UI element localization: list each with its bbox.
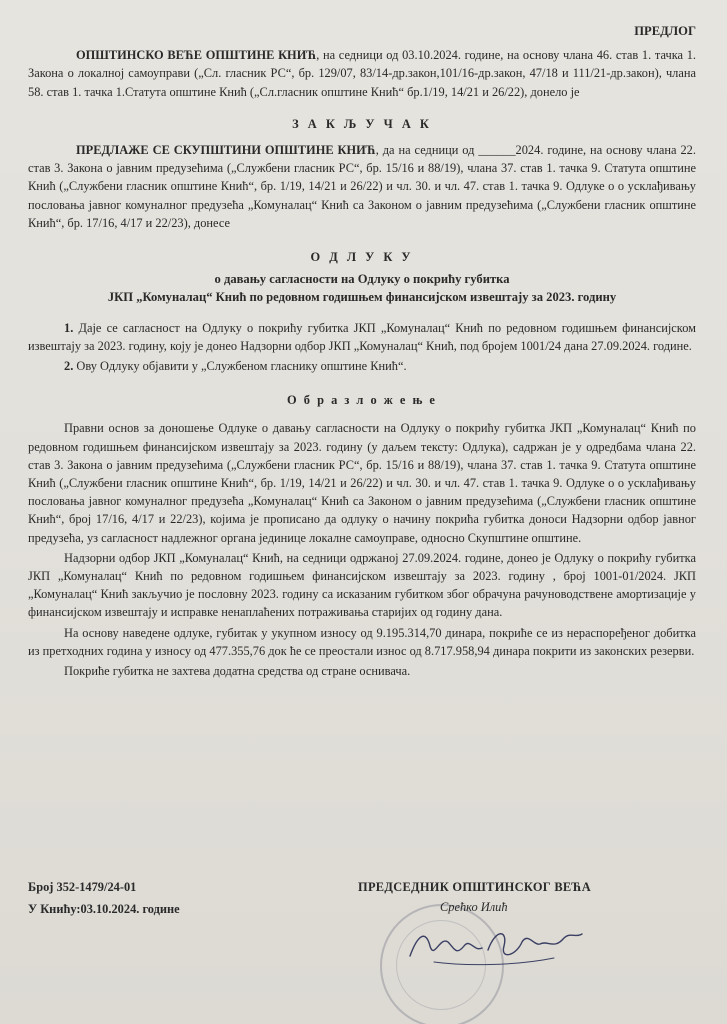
proposal-label: ПРЕДЛОГ	[634, 24, 696, 38]
intro-text: , на седници од 03.10.2024. године, на основу члана 46. став 1. тачка 1. Закона о локалној самоуправи („Сл. гласник РС“, бр. 129/07, 83/14-др.закон,101/16-др.закон, 47/18 и 111/21-др.закон), члана 58. став 1. тачка 1.Статута општине Кнић („Сл.гласник општине Кнић“ бр.1/19, 14/21 и 26/22), донело је	[28, 48, 696, 99]
decision-item-1	[28, 319, 696, 355]
conclusion-paragraph	[28, 141, 696, 232]
intro-authority: ОПШТИНСКО ВЕЋЕ ОПШТИНЕ КНИЋ	[76, 48, 317, 63]
signer-title: ПРЕДСЕДНИК ОПШТИНСКОГ ВЕЋА	[358, 880, 591, 894]
signer-name: Срећко Илић	[440, 900, 508, 914]
decision-item-2-text: Ову Одлуку објавити у „Службеном гласнику општине Кнић“.	[73, 359, 407, 374]
conclusion-text: , да на седници од ______2024. године, на основу члана 22. став 3. Закона о јавним предузећима („Службени гласник РС“, бр. 15/16 и 88/19), члана 37. став 1. тачка 9. Статута општине Кнић („Службени гласник општине Кнић“, бр. 1/19, 14/21 и 26/22) и чл. 30. и чл. 47. став 1. тачка 9. Одлуке о о усклађивању пословања јавног комуналног предузећа „Комуналац“ Кнић са Законом о јавним предузећима („Службени гласник општине Кнић“, бр. 17/16, 4/17 и 22/23), донесе	[28, 143, 696, 230]
decision-item-1-text: Даје се сагласност на Одлуку о покрићу губитка ЈКП „Комуналац“ Кнић по редовном годишњем финансијском извештају за 2023. годину, коју је донео Надзорни одбор ЈКП „Комуналац“ Кнић, под бројем 1001/24 дана 27.09.2024. године.	[28, 320, 696, 353]
decision-item-1-number: 1.	[64, 320, 74, 335]
document-body	[28, 22, 696, 680]
decision-title-line-1: о давању сагласности на Одлуку о покрићу губитка	[214, 272, 510, 287]
conclusion-heading: З А К Љ У Ч А К	[292, 116, 432, 131]
document-number: Број 352-1479/24-01	[28, 880, 137, 894]
document-footer	[28, 880, 696, 1000]
handwritten-signature	[404, 916, 594, 976]
explanation-paragraph-3: На основу наведене одлуке, губитак у укупном износу од 9.195.314,70 динара, покриће се из нераспоређеног добитка из претходних година у износу од 477.355,76 док ће се преостали износ од 8.717.958,94 динара покрити из законских резерви.	[28, 625, 696, 658]
conclusion-lead: ПРЕДЛАЖЕ СЕ СКУПШТИНИ ОПШТИНЕ КНИЋ	[76, 143, 376, 158]
explanation-heading: О б р а з л о ж е њ е	[287, 393, 437, 408]
decision-item-2	[28, 357, 696, 375]
explanation-paragraph-2: Надзорни одбор ЈКП „Комуналац“ Кнић, на седници одржаној 27.09.2024. године, донео је Одлуку о покрићу губитка ЈКП „Комуналац“ Кнић по редовном годишњем финансијском извештају за 2023. годину , број 1001-01/2024. ЈКП „Комуналац“ Кнић закључио је пословну 2023. годину са исказаним губитком због обрачуна рачуноводствене амортизације у финансијском извештају и исправке ненаплаћених потраживања старијих од годину дана.	[28, 550, 696, 620]
explanation-paragraph-1: Правни основ за доношење Одлуке о давању сагласности на Одлуку о покрићу губитка ЈКП „Комуналац“ Кнић по редовном годишњем финансијском извештају за 2023. годину (у даљем тексту: Одлука), садржан је у одредбама члана 22. став 3. Закона о јавним предузећима („Службени гласник РС“, бр. 15/16 и 88/19), члана 37. став 1. тачка 9. Статута општине Кнић („Службени гласник општине Кнић“, бр. 1/19, 14/21 и 26/22) и чл. 30. и чл. 47. став 1. тачка 9. Одлуке о о усклађивању пословања јавног комуналног предузећа „Комуналац“ Кнић са Законом о јавним предузећима („Службени гласник општине Кнић“, број 17/16, 4/17 и 22/23), којима је прописано да одлуку о начину покрића губитка доноси Надзорни одбор јавног предузећа, уз сагласност надлежног органа јединице локалне самоуправе, односно Скупштине општине.	[28, 421, 696, 545]
decision-title-line-2: ЈКП „Комуналац“ Кнић по редовном годишњем финансијском извештају за 2023. годину	[107, 290, 617, 305]
explanation-paragraph-4: Покриће губитка не захтева додатна средства од стране оснивача.	[64, 664, 411, 679]
document-place-date: У Книћу:03.10.2024. године	[28, 902, 180, 916]
decision-item-2-number: 2.	[64, 359, 74, 374]
decision-heading: О Д Л У К У	[310, 250, 414, 265]
intro-paragraph	[28, 46, 696, 101]
